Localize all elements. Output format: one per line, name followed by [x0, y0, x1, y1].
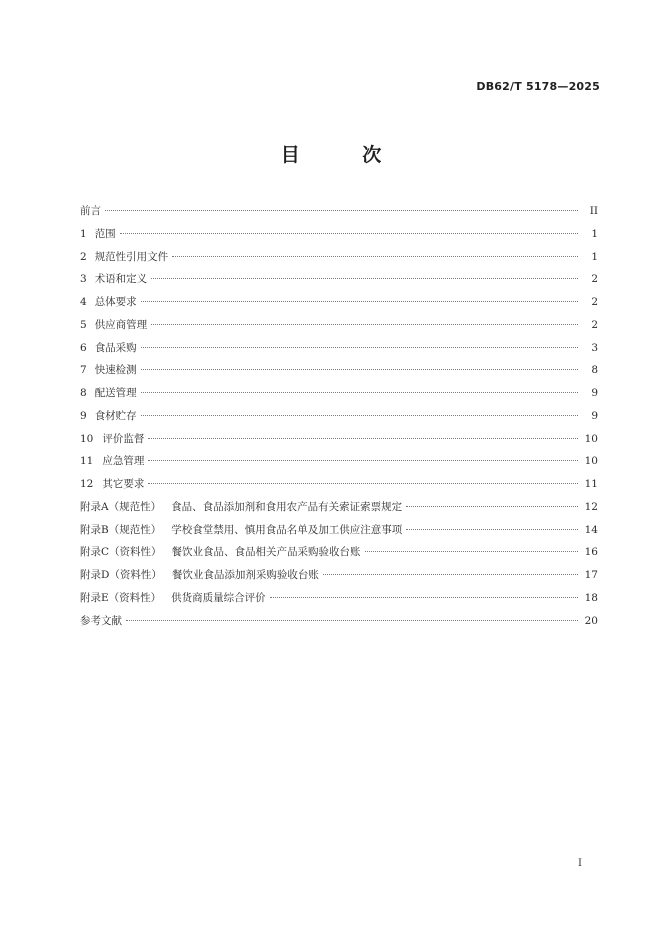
toc-entry-label: 总体要求	[94, 296, 137, 308]
toc-leader-dots	[148, 460, 578, 461]
toc-entry-label: 餐饮业食品、食品相关产品采购验收台账	[171, 546, 361, 559]
toc-entry-label: 食品、食品添加剂和食用农产品有关索证索票规定	[171, 500, 403, 513]
toc-leader-dots	[151, 324, 578, 325]
toc-entry-label: 术语和定义	[94, 273, 148, 286]
toc-leader-dots	[141, 301, 578, 302]
table-of-contents	[80, 200, 598, 632]
toc-entry-page: 2	[591, 318, 598, 331]
toc-leader-dots	[126, 620, 578, 621]
toc-leader-dots	[141, 369, 578, 370]
toc-entry-number: 7	[80, 364, 87, 377]
toc-entry-2[interactable]	[80, 246, 598, 269]
toc-entry-1[interactable]	[80, 223, 598, 246]
toc-entry-appendix-c[interactable]	[80, 541, 598, 564]
toc-entry-number: 10	[80, 432, 94, 445]
toc-entry-page: 8	[591, 364, 598, 377]
toc-entry-page: 12	[584, 500, 598, 513]
toc-entry-references[interactable]	[80, 610, 598, 633]
toc-appendix-id: 附录C（资料性）	[80, 546, 162, 559]
toc-entry-number: 5	[80, 318, 87, 331]
toc-entry-appendix-b[interactable]	[80, 519, 598, 542]
toc-entry-page: 1	[591, 250, 598, 263]
toc-entry-10[interactable]	[80, 428, 598, 451]
toc-leader-dots	[172, 256, 578, 257]
toc-leader-dots	[406, 529, 578, 530]
toc-entry-page: 18	[584, 591, 598, 604]
toc-leader-dots	[105, 210, 578, 211]
toc-entry-label: 范围	[94, 227, 116, 240]
toc-leader-dots	[141, 415, 578, 416]
toc-entry-page: 2	[591, 273, 598, 286]
toc-entry-number: 11	[80, 455, 94, 468]
toc-entry-5[interactable]	[80, 314, 598, 337]
toc-entry-number: 3	[80, 273, 87, 286]
toc-entry-8[interactable]	[80, 382, 598, 405]
toc-appendix-id: 附录D（资料性）	[80, 569, 162, 581]
toc-leader-dots	[120, 233, 578, 234]
toc-entry-page: 2	[591, 296, 598, 308]
toc-entry-label: 供货商质量综合评价	[171, 591, 266, 604]
toc-entry-page: 16	[584, 546, 598, 559]
toc-entry-appendix-d[interactable]	[80, 564, 598, 587]
toc-appendix-id: 附录A（规范性）	[80, 500, 162, 513]
toc-leader-dots	[323, 574, 578, 575]
toc-entry-label: 食品采购	[94, 341, 137, 354]
toc-leader-dots	[406, 506, 578, 507]
toc-entry-page: 1	[591, 227, 598, 240]
toc-entry-number: 1	[80, 227, 87, 240]
toc-entry-page: II	[589, 205, 598, 217]
toc-appendix-id: 附录B（规范性）	[80, 523, 162, 536]
toc-entry-number: 12	[80, 478, 94, 490]
toc-entry-page: 11	[584, 478, 598, 490]
toc-entry-preface[interactable]	[80, 200, 598, 223]
toc-entry-label: 食材贮存	[94, 409, 137, 422]
toc-entry-page: 10	[584, 432, 598, 445]
toc-entry-appendix-a[interactable]	[80, 496, 598, 519]
toc-entry-label: 供应商管理	[94, 318, 148, 331]
toc-entry-7[interactable]	[80, 359, 598, 382]
toc-leader-dots	[141, 347, 578, 348]
toc-leader-dots	[148, 483, 578, 484]
page-number: I	[578, 858, 582, 869]
toc-entry-12[interactable]	[80, 473, 598, 496]
toc-leader-dots	[141, 392, 578, 393]
toc-entry-number: 8	[80, 387, 87, 399]
toc-entry-label: 前言	[80, 205, 101, 217]
toc-entry-page: 17	[584, 569, 598, 581]
toc-entry-label: 配送管理	[94, 387, 137, 399]
toc-entry-9[interactable]	[80, 405, 598, 428]
toc-entry-label: 应急管理	[102, 455, 145, 468]
toc-entry-number: 4	[80, 296, 87, 308]
toc-entry-4[interactable]	[80, 291, 598, 314]
toc-entry-label: 评价监督	[102, 432, 145, 445]
toc-leader-dots	[148, 438, 578, 439]
toc-leader-dots	[365, 551, 578, 552]
toc-entry-label: 规范性引用文件	[94, 250, 169, 263]
toc-entry-3[interactable]	[80, 268, 598, 291]
toc-entry-number: 9	[80, 409, 87, 422]
toc-entry-label: 餐饮业食品添加剂采购验收台账	[171, 569, 319, 581]
toc-entry-page: 10	[584, 455, 598, 468]
toc-entry-number: 2	[80, 250, 87, 263]
toc-entry-label: 学校食堂禁用、慎用食品名单及加工供应注意事项	[171, 523, 403, 536]
toc-entry-label: 快速检测	[94, 364, 137, 377]
toc-entry-label: 参考文献	[80, 614, 122, 627]
toc-title: 目 次	[280, 144, 410, 166]
toc-entry-page: 20	[584, 614, 598, 627]
toc-entry-number: 6	[80, 341, 87, 354]
toc-leader-dots	[270, 597, 578, 598]
toc-entry-page: 14	[584, 523, 598, 536]
toc-appendix-id: 附录E（资料性）	[80, 591, 162, 604]
toc-entry-appendix-e[interactable]	[80, 587, 598, 610]
toc-entry-6[interactable]	[80, 337, 598, 360]
toc-leader-dots	[151, 278, 578, 279]
toc-entry-11[interactable]	[80, 450, 598, 473]
toc-entry-page: 9	[591, 387, 598, 399]
toc-entry-page: 9	[591, 409, 598, 422]
toc-entry-page: 3	[591, 341, 598, 354]
toc-entry-label: 其它要求	[102, 478, 145, 490]
standard-code: DB62/T 5178—2025	[476, 80, 600, 93]
